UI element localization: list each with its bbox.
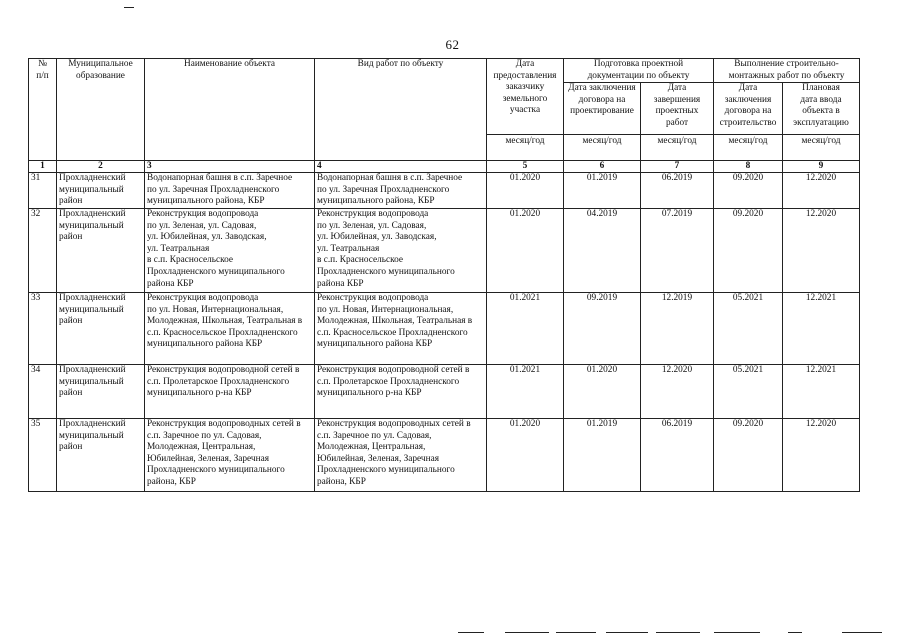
row-project-finish: 06.2019 — [641, 418, 714, 491]
footer-rule — [556, 632, 596, 633]
row-municipality: Прохладненский муниципальный район — [57, 208, 145, 292]
table-row — [29, 364, 860, 418]
header-project-contract: Дата заключения договора на проектирование — [564, 83, 641, 135]
unit-build-commission: месяц/год — [783, 135, 860, 161]
footer-rule — [505, 632, 549, 633]
header-object-name: Наименование объекта — [145, 59, 315, 161]
footer-rule — [842, 632, 882, 633]
row-num: 31 — [29, 173, 57, 209]
row-land-date: 01.2020 — [487, 208, 564, 292]
row-commission-date: 12.2020 — [783, 418, 860, 491]
header-num: № п/п — [29, 59, 57, 161]
column-number: 9 — [783, 161, 860, 173]
footer-rule — [656, 632, 700, 633]
footer-rule — [714, 632, 760, 633]
row-object-name: Реконструкция водопровода по ул. Новая, Интернациональная, Молодежная, Школьная, Театральная в с.п. Красносельское Прохладненского муниципального района КБР — [145, 292, 315, 364]
row-project-finish: 07.2019 — [641, 208, 714, 292]
row-num: 34 — [29, 364, 57, 418]
row-land-date: 01.2020 — [487, 173, 564, 209]
column-number: 1 — [29, 161, 57, 173]
table-row — [29, 292, 860, 364]
footer-rule — [788, 632, 802, 633]
row-land-date: 01.2021 — [487, 364, 564, 418]
row-build-contract: 09.2020 — [714, 173, 783, 209]
row-work-type: Реконструкция водопровода по ул. Новая, Интернациональная, Молодежная, Школьная, Театральная в с.п. Красносельское Прохладненского муниципального района КБР — [315, 292, 487, 364]
footer-rule — [606, 632, 648, 633]
header-project-group: Подготовка проектной документации по объекту — [564, 59, 714, 83]
table-row — [29, 208, 860, 292]
header-build-commission: Плановая дата ввода объекта в эксплуатацию — [783, 83, 860, 135]
footer-rule — [458, 632, 484, 633]
row-municipality: Прохладненский муниципальный район — [57, 292, 145, 364]
column-number: 3 — [145, 161, 315, 173]
column-number: 8 — [714, 161, 783, 173]
row-num: 33 — [29, 292, 57, 364]
unit-project-contract: месяц/год — [564, 135, 641, 161]
header-land-date: Дата предоставления заказчику земельного участка — [487, 59, 564, 135]
header-work-type: Вид работ по объекту — [315, 59, 487, 161]
header-municipality: Муниципальное образование — [57, 59, 145, 161]
row-build-contract: 05.2021 — [714, 292, 783, 364]
header-build-contract: Дата заключения договора на строительство — [714, 83, 783, 135]
row-municipality: Прохладненский муниципальный район — [57, 418, 145, 491]
row-project-contract: 04.2019 — [564, 208, 641, 292]
row-project-finish: 12.2019 — [641, 292, 714, 364]
column-number: 4 — [315, 161, 487, 173]
row-project-finish: 06.2019 — [641, 173, 714, 209]
row-work-type: Реконструкция водопроводной сетей в с.п. Пролетарское Прохладненского муниципального р-на КБР — [315, 364, 487, 418]
row-land-date: 01.2020 — [487, 418, 564, 491]
row-project-contract: 01.2019 — [564, 418, 641, 491]
row-land-date: 01.2021 — [487, 292, 564, 364]
top-mark — [124, 7, 134, 8]
row-municipality: Прохладненский муниципальный район — [57, 173, 145, 209]
row-build-contract: 09.2020 — [714, 208, 783, 292]
row-commission-date: 12.2021 — [783, 364, 860, 418]
row-num: 32 — [29, 208, 57, 292]
row-commission-date: 12.2020 — [783, 173, 860, 209]
table-row — [29, 173, 860, 209]
row-commission-date: 12.2020 — [783, 208, 860, 292]
row-object-name: Водонапорная башня в с.п. Заречное по ул. Заречная Прохладненского муниципального района, КБР — [145, 173, 315, 209]
page-number: 62 — [445, 37, 460, 52]
row-object-name: Реконструкция водопроводных сетей в с.п. Заречное по ул. Садовая, Молодежная, Центральная, Юбилейная, Зеленая, Заречная Прохладненского муниципального района, КБР — [145, 418, 315, 491]
header-project-finish: Дата завершения проектных работ — [641, 83, 714, 135]
unit-land-date: месяц/год — [487, 135, 564, 161]
column-number: 6 — [564, 161, 641, 173]
row-municipality: Прохладненский муниципальный район — [57, 364, 145, 418]
table-row — [29, 418, 860, 491]
column-number: 2 — [57, 161, 145, 173]
row-object-name: Реконструкция водопроводной сетей в с.п. Пролетарское Прохладненского муниципального р-на КБР — [145, 364, 315, 418]
unit-project-finish: месяц/год — [641, 135, 714, 161]
header-build-group: Выполнение строительно- монтажных работ по объекту — [714, 59, 860, 83]
row-project-contract: 09.2019 — [564, 292, 641, 364]
row-work-type: Водонапорная башня в с.п. Заречное по ул. Заречная Прохладненского муниципального района, КБР — [315, 173, 487, 209]
row-project-contract: 01.2019 — [564, 173, 641, 209]
column-number: 5 — [487, 161, 564, 173]
unit-build-contract: месяц/год — [714, 135, 783, 161]
column-number-row — [29, 161, 860, 173]
row-build-contract: 05.2021 — [714, 364, 783, 418]
schedule-table — [28, 58, 860, 492]
row-build-contract: 09.2020 — [714, 418, 783, 491]
row-project-finish: 12.2020 — [641, 364, 714, 418]
row-num: 35 — [29, 418, 57, 491]
row-object-name: Реконструкция водопровода по ул. Зеленая, ул. Садовая, ул. Юбилейная, ул. Заводская, ул. Театральная в с.п. Красносельское Прохладненского муниципального района КБР — [145, 208, 315, 292]
row-project-contract: 01.2020 — [564, 364, 641, 418]
row-work-type: Реконструкция водопроводных сетей в с.п. Заречное по ул. Садовая, Молодежная, Центральная, Юбилейная, Зеленая, Заречная Прохладненского муниципального района, КБР — [315, 418, 487, 491]
row-work-type: Реконструкция водопровода по ул. Зеленая, ул. Садовая, ул. Юбилейная, ул. Заводская, ул. Театральная в с.п. Красносельское Прохладненского муниципального района КБР — [315, 208, 487, 292]
row-commission-date: 12.2021 — [783, 292, 860, 364]
column-number: 7 — [641, 161, 714, 173]
